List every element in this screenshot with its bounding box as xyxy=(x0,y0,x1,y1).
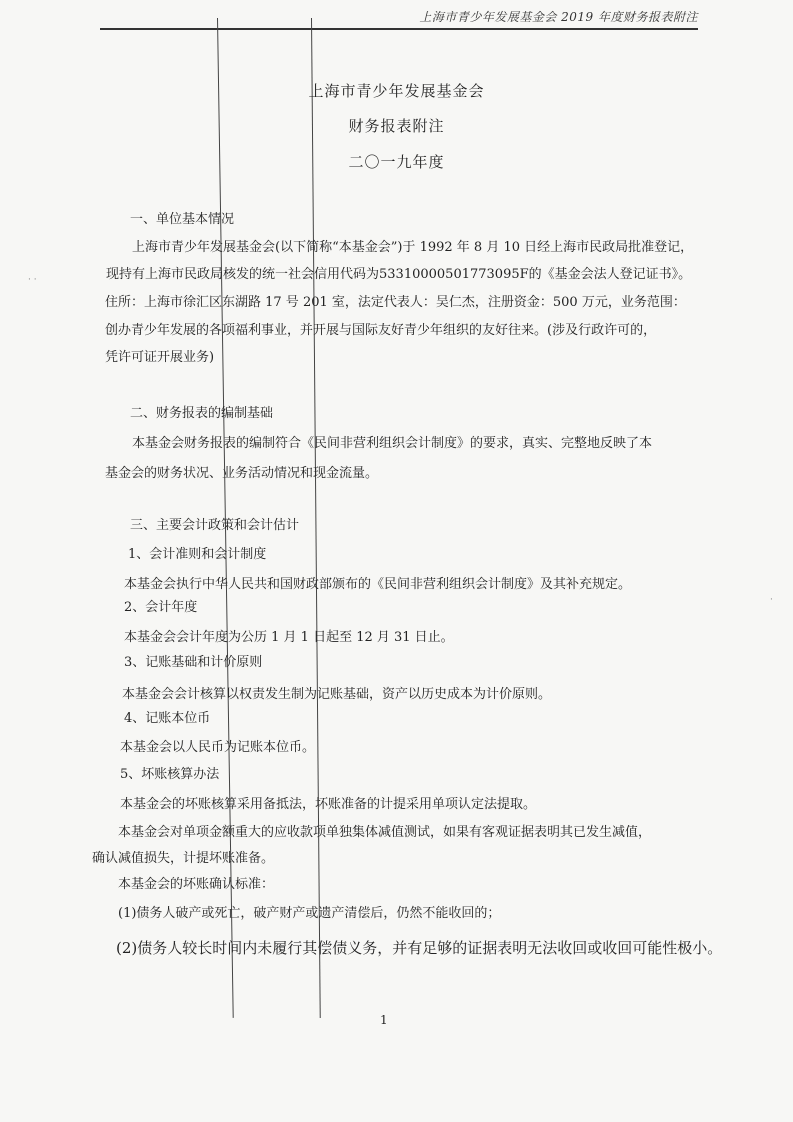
paragraph-line: 本基金会会计年度为公历 1 月 1 日起至 12 月 31 日止。 xyxy=(124,630,454,645)
paragraph-line: 凭许可证开展业务) xyxy=(105,350,215,365)
subsection-heading: 1、会计准则和会计制度 xyxy=(128,547,267,562)
paragraph-line: 住所：上海市徐汇区东湖路 17 号 201 室，法定代表人：吴仁杰，注册资金：500 万元，业务范围： xyxy=(105,295,686,310)
paragraph-line: 本基金会财务报表的编制符合《民间非营利组织会计制度》的要求，真实、完整地反映了本 xyxy=(132,436,653,451)
paragraph-line: 确认减值损失，计提坏账准备。 xyxy=(92,851,275,866)
org-title: 上海市青少年发展基金会 xyxy=(308,82,485,100)
section3-heading: 三、主要会计政策和会计估计 xyxy=(130,518,300,533)
running-header: 上海市青少年发展基金会 2019 年度财务报表附注 xyxy=(419,10,698,24)
subsection-heading: 4、记账本位币 xyxy=(124,711,211,726)
year-title: 二〇一九年度 xyxy=(348,153,445,171)
paragraph-line: (1)债务人破产或死亡，破产财产或遗产清偿后，仍然不能收回的； xyxy=(118,906,501,921)
margin-mark: · · xyxy=(28,275,37,285)
section2-heading: 二、财务报表的编制基础 xyxy=(130,406,274,421)
paragraph-line: (2)债务人较长时间内未履行其偿债义务，并有足够的证据表明无法收回或收回可能性极小。 xyxy=(116,939,723,957)
paragraph-line: 本基金会的坏账确认标准： xyxy=(118,877,275,892)
paragraph-line: 本基金会执行中华人民共和国财政部颁布的《民间非营利组织会计制度》及其补充规定。 xyxy=(124,577,632,592)
doc-title: 财务报表附注 xyxy=(348,117,445,135)
paragraph-line: 本基金会以人民币为记账本位币。 xyxy=(120,740,316,755)
subsection-heading: 3、记账基础和计价原则 xyxy=(124,655,263,670)
paragraph-line: 基金会的财务状况、业务活动情况和现金流量。 xyxy=(105,466,379,481)
paragraph-line: 创办青少年发展的各项福利事业，并开展与国际友好青少年组织的友好往来。(涉及行政许可的， xyxy=(105,323,657,338)
paragraph-line: 本基金会的坏账核算采用备抵法，坏账准备的计提采用单项认定法提取。 xyxy=(120,797,537,812)
subsection-heading: 5、坏账核算办法 xyxy=(120,767,220,782)
paragraph-line: 本基金会对单项金额重大的应收款项单独集体减值测试，如果有客观证据表明其已发生减值， xyxy=(118,825,652,840)
subsection-heading: 2、会计年度 xyxy=(124,600,198,615)
paragraph-line: 上海市青少年发展基金会(以下简称“本基金会”)于 1992 年 8 月 10 日经上海市民政局批准登记， xyxy=(132,240,694,255)
section1-heading: 一、单位基本情况 xyxy=(130,212,235,227)
paragraph-line: 现持有上海市民政局核发的统一社会信用代码为53310000501773095F的《基金会法人登记证书》。 xyxy=(106,267,692,282)
paragraph-line: 本基金会会计核算以权责发生制为记账基础，资产以历史成本为计价原则。 xyxy=(122,687,552,702)
page-number: 1 xyxy=(380,1013,388,1027)
header-rule xyxy=(100,28,698,30)
margin-mark: · xyxy=(770,595,773,605)
